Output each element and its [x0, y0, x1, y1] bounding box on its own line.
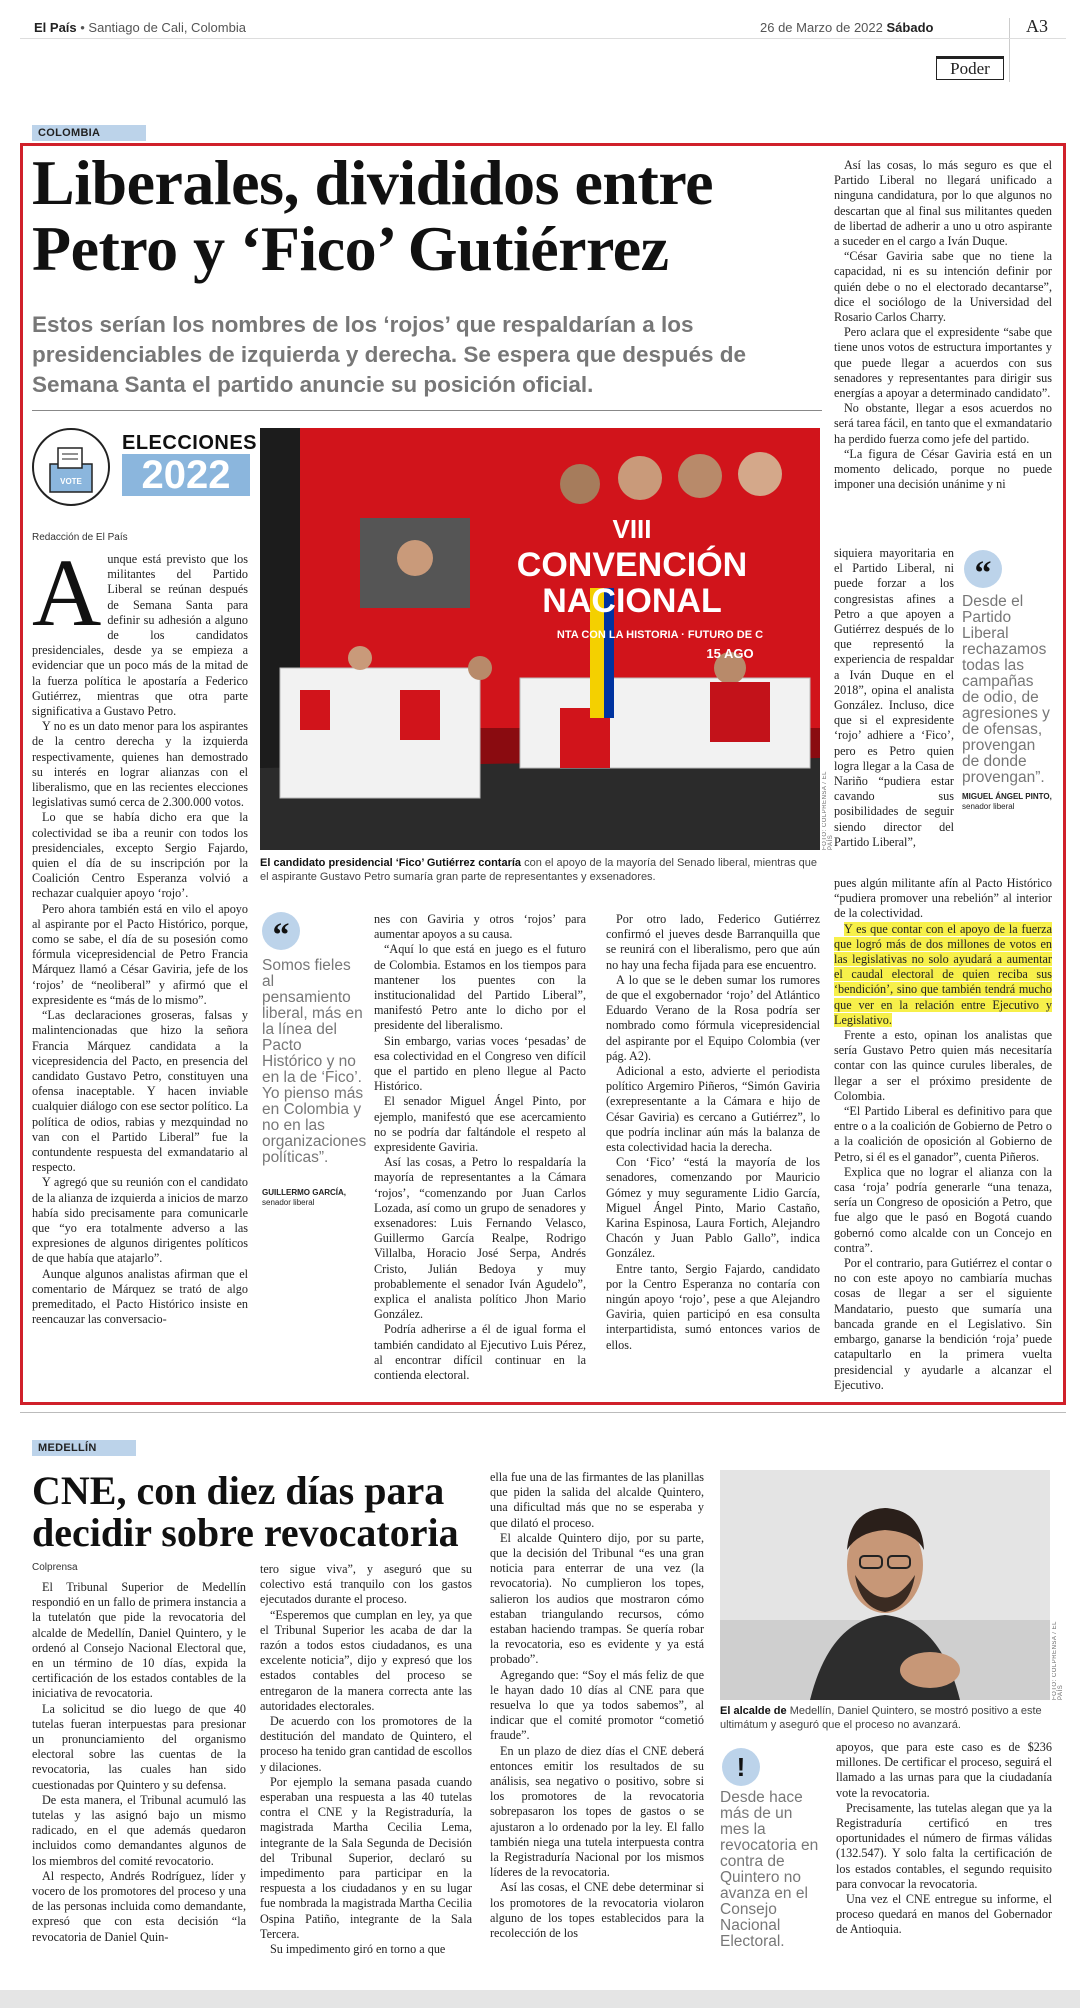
- banner-date: 15 AGO: [706, 646, 754, 661]
- quote-name: GUILLERMO GARCÍA,: [262, 1188, 346, 1197]
- paragraph: Así las cosas, a Petro lo respaldaría la mayoría de representantes a la Cámara ‘rojos’, “comenzando por Juan Carlos Lozada, así como un grupo de senadores y exsenadores: Luis Fernando Velasco, Guillermo García Realpe, Rodrigo Villalba, Horacio José Serpa, Andrés Cristo, Julián Bedoya y muy probablemente el senador Iván Agudelo”, explica el analista político Jhon Mario González.: [374, 1155, 586, 1322]
- paragraph: Podría adherirse a él de igual forma el también candidato al Ejecutivo Luis Pérez, al encontrar difícil continuar en la contienda electoral.: [374, 1322, 586, 1383]
- paragraph: “El Partido Liberal es definitivo para que entre o a la coalición de Gobierno de Petro o a la coalición de oposición al Gobierno de Petro, si él es el ganador”, cuenta Piñeros.: [834, 1104, 1052, 1164]
- masthead: [34, 20, 246, 35]
- photo-credit: FOTO: COLPRENSA / EL PAÍS: [822, 771, 834, 850]
- paragraph: De acuerdo con los promotores de la destitución del mandato de Quintero, el proceso ha tenido gran cantidad de escollos y dilaciones.: [260, 1714, 472, 1774]
- paragraph: Por el contrario, para Gutiérrez el contar o no con este apoyo no cambiaría muchas cosas de llegar a ser el siguiente Mandatario, puesto que sumaría una bancada grande en el Legislativo. Sin embargo, ganarse la bendición ‘roja’ puede catapultarlo en la primera vuelta presidencial y ayudarle a alcanzar el Ejecutivo.: [834, 1256, 1052, 1392]
- article-column-2: [374, 912, 586, 1394]
- article-column-4-top: [834, 158, 1052, 546]
- article2-column-4: [836, 1740, 1052, 1980]
- article-column-4-bottom: [834, 876, 1052, 1394]
- mayor-photo: [720, 1470, 1050, 1700]
- paragraph: “Las declaraciones groseras, falsas y malintencionadas que hizo la señora Francia Márquez candidata a la vicepresidencia del Pacto, en presencia del candidato Gustavo Petro, constituyen una ofensa inaceptable. Y hacen inviable cualquier diálogo con ese sector político. La política de odios, rabias y mezquindad no van con el Partido Liberal” fue la contundente respuesta del exmandatario al respecto.: [32, 1008, 248, 1175]
- subheadline: Estos serían los nombres de los ‘rojos’ que respaldarían a los presidenciables de izquierda y derecha. Se espera que después de Semana Santa el partido anuncie su posición oficial.: [32, 312, 747, 397]
- pull-quote-2: Desde hace más de un mes la revocatoria en contra de Quintero no avanza en el Consejo Nacional Electoral.: [720, 1789, 819, 1950]
- paragraph: Frente a esto, opinan los analistas que sería Gustavo Petro quien más necesitaría contar con las quince curules liberales, de llegar a ser el próximo presidente de Colombia.: [834, 1028, 1052, 1103]
- banner-slogan: NTA CON LA HISTORIA · FUTURO DE C: [556, 629, 764, 641]
- paragraph: Aunque algunos analistas afirman que el comentario de Márquez se trató de algo premeditado, el Pacto Histórico insiste en reencauzar las conversacio-: [32, 1266, 248, 1327]
- caption-text: con el apoyo de la mayoría del Senado liberal, mientras que el aspirante Gustavo Petro sumaría gran parte de representantes y exsenadores.: [260, 857, 817, 883]
- paragraph: Así las cosas, lo más seguro es que el Partido Liberal no llegará unificado a ninguna candidatura, por lo que algunos no descartan que al final sus militantes queden de libertad de adherir a uno u otro aspirante a suceder en el cargo a Iván Duque.: [834, 158, 1052, 249]
- paragraph: Por otro lado, Federico Gutiérrez confirmó el jueves desde Barranquilla que se reunirá con el liberalismo, pero que aún no hay una fecha fijada para ese encuentro.: [606, 912, 820, 972]
- paragraph: Lo que se había dicho era que la colectividad se iba a reunir con todos los presidenciales, excepto Sergio Fajardo, quien el día de su inscripción por la Coalición Centro Esperanza volvió a rechazar cualquier apoyo ‘rojo’.: [32, 810, 248, 901]
- header-rule: [20, 38, 1066, 39]
- paragraph: La solicitud se dio luego de que 40 tutelas fueran interpuestas para presionar un pronunciamiento del organismo electoral sobre las cuentas de la revocatoria, las cuales han sido cuestionadas por Quintero y su defensa.: [32, 1701, 246, 1792]
- photo-caption-2: [720, 1704, 1050, 1732]
- photo-credit-2: FOTO: COLPRENSA / EL PAÍS: [1052, 1621, 1064, 1700]
- headline: Liberales, divididos entre Petro y ‘Fico’ Gutiérrez: [32, 147, 713, 284]
- paragraph: No obstante, llegar a esos acuerdos no será tarea fácil, en tanto que el exmandatario ha perdido fuerza como jefe del partido.: [834, 401, 1052, 446]
- paragraph: Su impedimento giró en torno a que: [270, 1942, 446, 1957]
- paragraph: Explica que no lograr el alianza con la casa ‘roja’ podría generarle “una tenaza, sería un Congreso de oposición a Petro, que fue algo que le pasó en Bogotá cuando gobernó como alcalde con un Concejo en contra”.: [834, 1164, 1052, 1255]
- quote-icon: “: [964, 550, 1002, 588]
- banner-word-1: CONVENCIÓN: [516, 546, 748, 584]
- paragraph: unque está previsto que los militantes del Partido Liberal se reúnan después de Semana Santa para definir su adhesión a alguno de los candidatos presidenciales, desde ya se empieza a evidenciar que un poco más de la mitad de la fuerza política le apostaría a Federico Gutiérrez, mientras que otra parte significativa a Gustavo Petro.: [32, 552, 248, 719]
- paper-name: El País: [34, 20, 77, 35]
- paragraph: Y no es un dato menor para los aspirantes de la centro derecha y la izquierda respectivamente, quienes han demostrado su interés en lograr alianzas con el liberalismo, que en las recientes elecciones legislativas sumó cerca de 2.300.000 votos.: [32, 719, 248, 810]
- location: • Santiago de Cali, Colombia: [80, 20, 246, 35]
- quote-role: senador liberal: [262, 1198, 315, 1207]
- paragraph: Por ejemplo la semana pasada cuando esperaban una respuesta a las 40 tutelas contra el CNE y la Registraduría, la magistrada Martha Cecilia Lema, integrante de la Sala Segunda de Decisión del Tribunal Superior, declaró su impedimento para participar en la respuesta a los ciudadanos y en su lugar fue nombrada la magistrada Martha Cecilia Ospina Patiño, integrante de la Sala Tercera.: [260, 1774, 472, 1941]
- section-label: Poder: [936, 56, 1004, 80]
- article-column-4-narrow: [834, 546, 954, 876]
- kicker-medellin: MEDELLÍN: [32, 1440, 136, 1456]
- ballot-box-icon: [32, 428, 110, 506]
- highlighted-passage: Y es que contar con el apoyo de la fuerza que logró más de dos millones de votos en las legislativas no solo ayudará a aumentar el caudal electoral de quien reciba sus ‘bendición’, sino que también tendrá mucho que ver en la relación entre Ejecutivo y Legislativo.: [834, 921, 1052, 1027]
- paragraph: “Aquí lo que está en juego es el futuro de Colombia. Estamos en los tiempos para mantener los puentes con la institucionalidad del Partido Liberal”, manifestó Petro ante lo dicho por el presidente del liberalismo.: [374, 942, 586, 1033]
- convention-photo: [260, 428, 820, 850]
- paragraph: Agregando que: “Soy el más feliz de que le hayan dado 10 días al CNE para que resuelva lo que ya todos sabemos”, al indicar que el comité promotor “cometió fraude”.: [490, 1667, 704, 1743]
- paragraph: “César Gaviria sabe que no tiene la capacidad, ni es su intención definir por quién debe o no el electorado decantarse”, dice el sociólogo de la Universidad del Rosario Carlos Charry.: [834, 249, 1052, 325]
- quote-attribution: [962, 792, 1054, 812]
- paragraph: El alcalde Quintero dijo, por su parte, que la decisión del Tribunal “es una gran noticia para enterrar de una vez (la revocatoria). No cumplieron los topes, salieron los audios que mostraron cómo estaban triangulando recursos, cómo estaban haciendo trampas. Se quería robar la revocatoria, eso es evidente y ya está probado”.: [490, 1530, 704, 1667]
- paragraph: Precisamente, las tutelas alegan que ya la Registraduría certificó en tres oportunidades el número de firmas válidas (132.547). Y solo falta la certificación de los estados contables, el segundo requisito para convocar la revocatoria.: [836, 1800, 1052, 1891]
- quote-icon: “: [262, 912, 300, 950]
- byline: Redacción de El País: [32, 532, 128, 543]
- quote-role: senador liberal: [962, 802, 1015, 811]
- pull-quote: Somos fieles al pensamiento liberal, más en la línea del Pacto Histórico y no en la de ‘Fico’. Yo pienso más en Colombia y no en las organizaciones políticas”.: [262, 957, 367, 1166]
- paragraph: siquiera mayoritaria en el Partido Liberal, ni puede forzar a los congresistas afines a Petro a que apoyen a Gutiérrez después de lo que representó la experiencia de respaldar a Iván Duque en el 2018”, opina el analista González. Incluso, dice que si el expresidente ‘rojo’ adhiere a ‘Fico’, pero es Petro quien logra llegar a la Casa de Nariño “pudiera estar cavando sus posibilidades de seguir siendo director del Partido Liberal”,: [834, 546, 954, 849]
- paragraph: “Esperemos que cumplan en ley, ya que el Tribunal Superior les acaba de dar la razón a todos estos ciudadanos, es una excelente noticia”, dijo y expresó que los estados contables del proceso se entregaron de la manera correcta ante las autoridades electorales.: [260, 1607, 472, 1713]
- date-text: 26 de Marzo de 2022: [760, 20, 883, 35]
- pull-quote: Desde el Partido Liberal rechazamos todas las campañas de odio, de agresiones y de ofensas, provengan de donde provengan”.: [962, 593, 1050, 786]
- article-column-3: [606, 912, 820, 1394]
- paragraph: Al respecto, Andrés Rodríguez, líder y vocero de los promotores del proceso y una de las personas incluida como demandante, expresó que con esta decisión “la revocatoria de Daniel Quin-: [32, 1868, 246, 1944]
- quote-attribution: [262, 1188, 366, 1208]
- paragraph: Pero ahora también está en vilo el apoyo al aspirante por el Pacto Histórico, porque, como se sabe, el día de su posesión como fórmula vicepresidencial de Petro Francia Márquez llamó a César Gaviria, jefe de los ‘rojos’ de “neoliberal” y afirmó que el expresidente es “más de lo mismo”.: [32, 901, 248, 1007]
- page-number: A3: [1026, 16, 1048, 36]
- kicker-colombia: COLOMBIA: [32, 125, 146, 141]
- article2-column-3: [490, 1470, 704, 1980]
- caption-text: Medellín, Daniel Quintero, se mostró positivo a este ultimátum y aseguró que el proceso no avanzará.: [720, 1705, 1042, 1731]
- paragraph: A lo que se le deben sumar los rumores de que el exgobernador ‘rojo’ del Atlántico Eduardo Verano de la Rosa podría ser nombrado como fórmula vicepresidencial del aspirante por el Equipo Colombia (ver pág. A2).: [606, 972, 820, 1063]
- paragraph: pues algún militante afín al Pacto Histórico “pudiera promover una rebelión” al interior de la colectividad.: [834, 876, 1052, 921]
- paragraph: Así las cosas, el CNE debe determinar si los promotores de la revocatoria violaron alguno de los topes establecidos para la recolección de los: [490, 1880, 704, 1941]
- elections-logo: [32, 428, 258, 506]
- paragraph: Adicional a esto, advierte el periodista político Argemiro Piñeros, “Simón Gaviria (exrepresentante a la Cámara e hijo de César Gaviria) es cercano a Gutiérrez”, lo que podría inclinar aún más la balanza de esta colectividad hacia la derecha.: [606, 1064, 820, 1155]
- paragraph: Y agregó que su reunión con el candidato de la alianza de izquierda a inicios de marzo había sido precisamente para comunicarle que “yo era totalmente adverso a las expresiones de algunos dirigentes políticos de que había que atajarlo”.: [32, 1175, 248, 1266]
- paragraph: apoyos, que para este caso es de $236 millones. De certificar el proceso, seguirá el llamado a las urnas para que la ciudadanía vote la revocatoria.: [836, 1740, 1052, 1800]
- article-column-1: [32, 552, 248, 1394]
- exclamation-icon: !: [722, 1748, 760, 1786]
- paragraph: El Tribunal Superior de Medellín respondió en un fallo de primera instancia a la tutelatón que pide la revocatoria del alcalde de Medellín, Daniel Quintero, y le ordenó al Consejo Nacional Electoral que, en un término de 10 días, expida la certificación de los estados contables de la iniciativa de revocatoria.: [32, 1580, 246, 1701]
- paragraph: tero sigue viva”, y aseguró que su colectivo está tranquilo con los gastos ejecutados durante el proceso.: [260, 1562, 472, 1607]
- paragraph: El senador Miguel Ángel Pinto, por ejemplo, manifestó que ese acercamiento no se podría dar faltándole el respeto al expresidente Gaviria.: [374, 1094, 586, 1155]
- page-footer: [0, 1990, 1080, 2008]
- banner-numeral: VIII: [612, 514, 652, 544]
- paragraph: Con ‘Fico’ “está la mayoría de los senadores, comenzando por Mauricio Gómez y muy seguramente Lidio García, Miguel Ángel Pinto, Mario Castaño, Karina Espinosa, Laura Fortich, Alejandro Chacón y Juan Pablo Gallo”, indica González.: [606, 1155, 820, 1261]
- caption-lead: El alcalde de: [720, 1705, 787, 1717]
- paragraph: En un plazo de diez días el CNE deberá entonces emitir los resultados de su análisis, sea negativo o positivo, sobre si los promotores de la revocatoria sobrepasaron los topes de gastos o se ajustaron a lo ordenado por la ley. El fallo también niega una tutela interpuesta contra la Registraduría Nacional por los mismos líderes de la revocatoria.: [490, 1743, 704, 1880]
- photo-caption: [260, 856, 820, 884]
- paragraph: Entre tanto, Sergio Fajardo, candidato por la Centro Esperanza no contaría con ningún apoyo ‘rojo’, pese a que Alejandro Gaviria, quien participó en esa consulta interpartidista, sumó entonces varios de ellos.: [606, 1261, 820, 1352]
- quote-name: MIGUEL ÁNGEL PINTO,: [962, 792, 1052, 801]
- headline-2: CNE, con diez días para decidir sobre revocatoria: [32, 1468, 459, 1555]
- paragraph: De esta manera, el Tribunal acumuló las tutelas y las asignó bajo un mismo radicado, en el que además quedaron incluidos como demandantes algunos de los miembros del comité revocatorio.: [32, 1792, 246, 1868]
- article2-column-1: [32, 1580, 246, 1980]
- paragraph: ella fue una de las firmantes de las planillas que piden la salida del alcalde Quintero, una dificultad más que no se esperaba y que dilató el proceso.: [490, 1470, 704, 1530]
- weekday: Sábado: [886, 20, 934, 35]
- paragraph: Sin embargo, varias voces ‘pesadas’ de esa colectividad en el Congreso ven difícil que el partido en pleno llegue al Pacto Histórico.: [374, 1033, 586, 1094]
- elections-title: ELECCIONES: [122, 432, 258, 454]
- section-rule: [20, 1412, 1066, 1413]
- divider: [32, 410, 822, 411]
- banner-word-2: NACIONAL: [542, 582, 722, 620]
- paragraph: Una vez el CNE entregue su informe, el proceso quedará en manos del Gobernador de Antioquia.: [836, 1892, 1052, 1937]
- article2-column-2: [260, 1562, 472, 1980]
- dropcap: A: [32, 552, 102, 646]
- paragraph: Pero aclara que el expresidente “sabe que tiene unos votos de estructura importantes y que puede llegar a acuerdos con sus senadores y representantes para dirigir sus energías a apoyar a determinado candidato”.: [834, 325, 1052, 401]
- caption-lead: El candidato presidencial ‘Fico’ Gutiérrez contaría: [260, 857, 522, 869]
- byline-2: Colprensa: [32, 1562, 78, 1573]
- elections-year: 2022: [122, 454, 250, 496]
- issue-date: [760, 20, 933, 35]
- paragraph: “La figura de César Gaviria está en un momento delicado, porque no puede imponer una decisión unánime y ni: [834, 446, 1052, 492]
- paragraph: nes con Gaviria y otros ‘rojos’ para aumentar apoyos a su causa.: [374, 912, 586, 942]
- ballot-box-label: VOTE: [60, 477, 82, 486]
